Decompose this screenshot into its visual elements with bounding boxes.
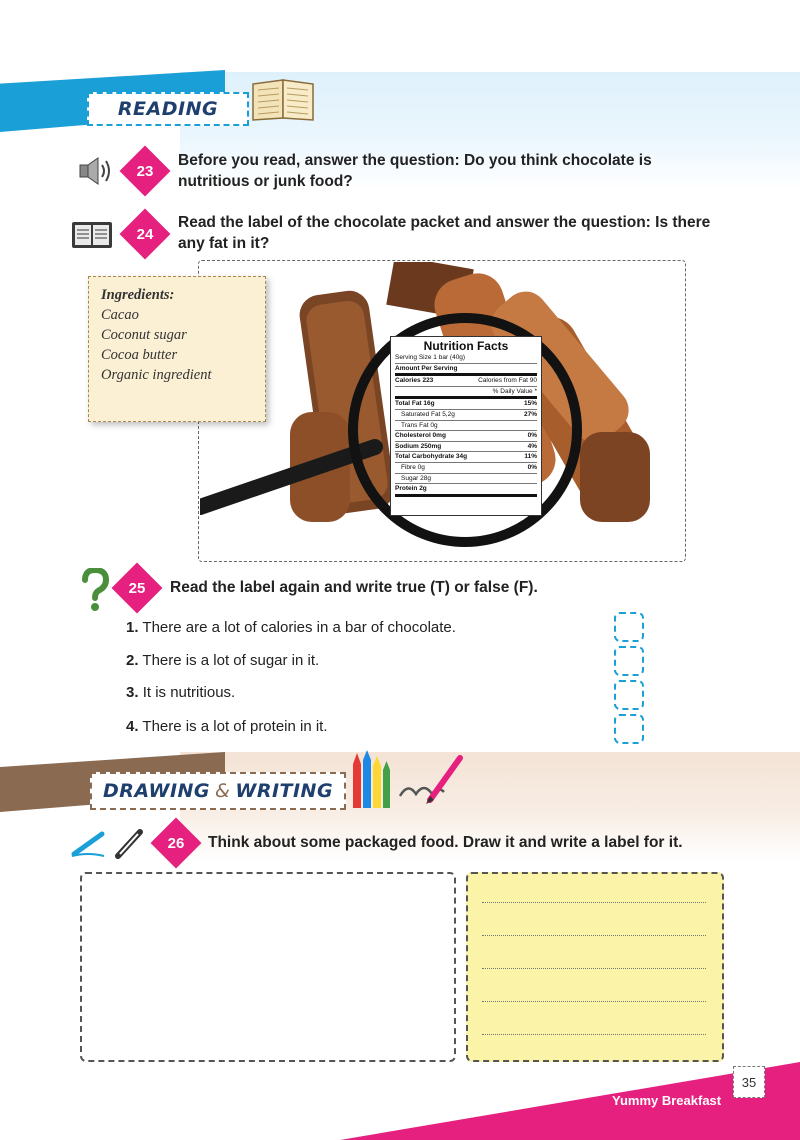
question-26-text: Think about some packaged food. Draw it and write a label for it. (208, 834, 683, 851)
open-book-icon (70, 220, 114, 250)
tf-statement-4: 4. There is a lot of protein in it. (126, 718, 328, 735)
nutrition-row: Sodium 250mg 4% (395, 442, 537, 453)
nutrition-daily-value: % Daily Value * (395, 387, 537, 400)
section-title-drawing-writing: DRAWING & WRITING (90, 772, 346, 810)
question-mark-icon (80, 568, 110, 612)
pencil-icon (70, 826, 150, 860)
nutrition-row: Fibre 0g 0% (395, 463, 537, 474)
answer-box-4[interactable] (614, 714, 644, 744)
ingredients-title: Ingredients: (101, 287, 175, 303)
nutrition-facts-label (390, 336, 542, 516)
nutrition-row: Sugar 28g (395, 474, 537, 485)
ingredient-item: Cocoa butter (101, 347, 178, 363)
tf-statement-2: 2. There is a lot of sugar in it. (126, 652, 320, 669)
drawing-area[interactable] (80, 872, 456, 1062)
writing-line-4[interactable] (482, 1001, 706, 1002)
answer-box-2[interactable] (614, 646, 644, 676)
unit-title: Yummy Breakfast (612, 1093, 722, 1108)
footer-band (340, 1062, 800, 1140)
writing-line-3[interactable] (482, 968, 706, 969)
nutrition-row: Protein 2g (395, 484, 537, 497)
pencil-writing-icon (396, 752, 464, 806)
nutrition-row: Trans Fat 0g (395, 421, 537, 432)
speaker-icon (78, 156, 114, 186)
page-number: 35 (733, 1066, 765, 1098)
ingredients-card (88, 276, 266, 422)
ingredient-item: Organic ingredient (101, 367, 212, 383)
answer-box-3[interactable] (614, 680, 644, 710)
ingredient-item: Coconut sugar (101, 327, 187, 343)
nutrition-serving: Serving Size 1 bar (40g) (395, 353, 537, 364)
question-24-text: Read the label of the chocolate packet and answer the question: Is there any fat in it? (178, 214, 711, 252)
question-23-text: Before you read, answer the question: Do you think chocolate is nutritious or junk food? (178, 152, 652, 190)
question-25-text: Read the label again and write true (T) or false (F). (170, 579, 538, 596)
question-24-number: 24 (136, 225, 154, 243)
nutrition-title: Nutrition Facts (423, 339, 509, 353)
writing-line-5[interactable] (482, 1034, 706, 1035)
question-25-number: 25 (128, 579, 146, 597)
tf-statement-3: 3. It is nutritious. (126, 684, 236, 701)
book-icon (250, 76, 316, 122)
writing-line-2[interactable] (482, 935, 706, 936)
question-23-number: 23 (136, 162, 154, 180)
nutrition-row: Saturated Fat 5,2g 27% (395, 410, 537, 421)
answer-box-1[interactable] (614, 612, 644, 642)
question-26-number: 26 (167, 834, 185, 852)
nutrition-calories: Calories 223 Calories from Fat 90 (395, 376, 537, 387)
crayons-icon (350, 750, 392, 812)
nutrition-amount: Amount Per Serving (395, 364, 537, 377)
ingredient-item: Cacao (101, 307, 139, 323)
nutrition-row: Total Fat 16g 15% (395, 399, 537, 410)
writing-line-1[interactable] (482, 902, 706, 903)
nutrition-row: Cholesterol 0mg 0% (395, 431, 537, 442)
section-title-reading: READING (87, 92, 249, 126)
tf-statement-1: 1. There are a lot of calories in a bar of chocolate. (126, 619, 456, 636)
nutrition-row: Total Carbohydrate 34g 11% (395, 452, 537, 463)
